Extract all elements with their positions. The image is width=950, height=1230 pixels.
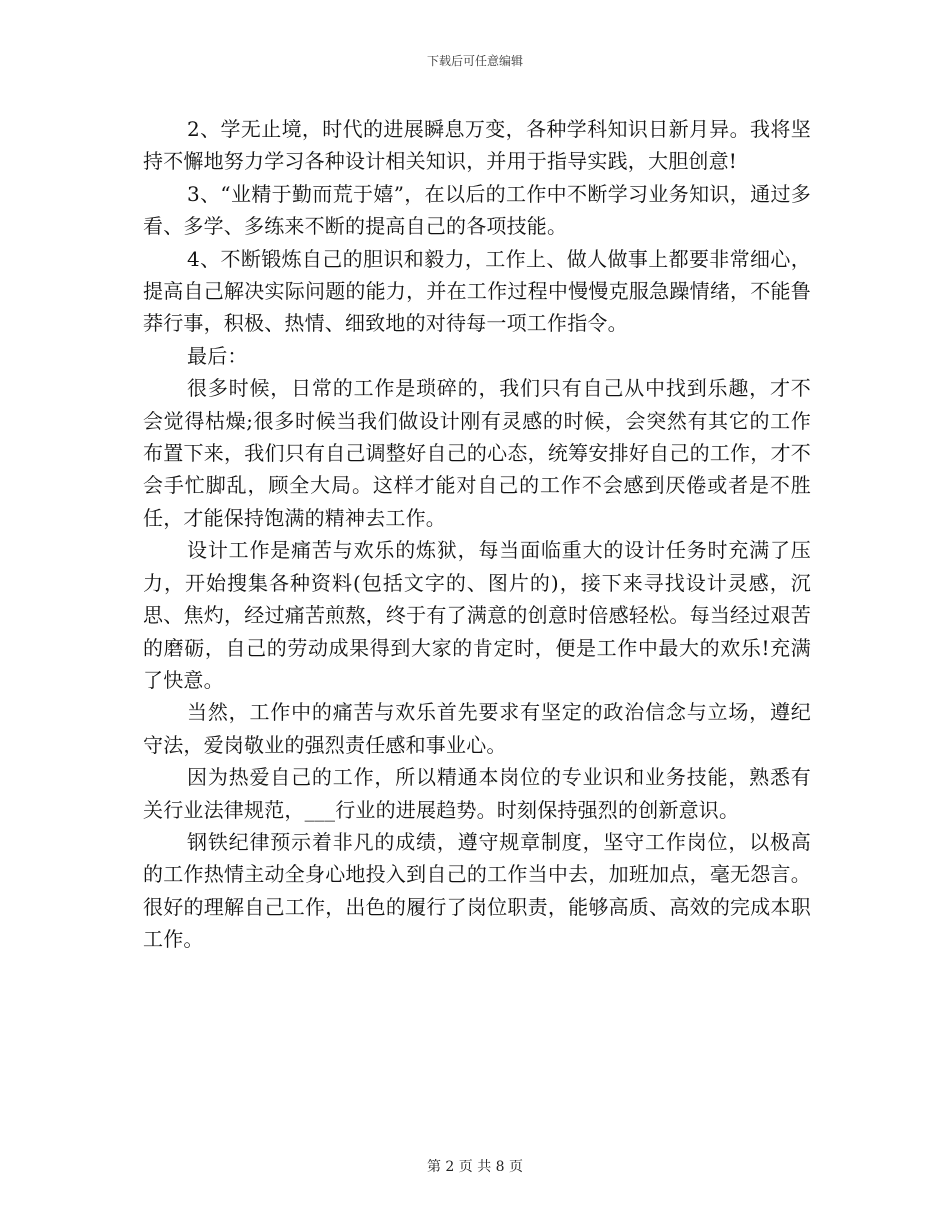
paragraph-item-3: 3、“业精于勤而荒于嬉”，在以后的工作中不断学习业务知识，通过多看、多学、多练来不断的提高自己的各项技能。 [143,181,811,239]
paragraph-discipline: 钢铁纪律预示着非凡的成绩，遵守规章制度，坚守工作岗位，以极高的工作热情主动全身心地投入到自己的工作当中去，加班加点，毫无怨言。很好的理解自己工作，出色的履行了岗位职责，能够高质、高效的完成本职工作。 [143,829,811,952]
paragraph-daily-work: 很多时候，日常的工作是琐碎的，我们只有自己从中找到乐趣，才不会觉得枯燥;很多时候当我们做设计刚有灵感的时候，会突然有其它的工作布置下来，我们只有自己调整好自己的心态，统筹安排好自己的工作，才不会手忙脚乱，顾全大局。这样才能对自己的工作不会感到厌倦或者是不胜任，才能保持饱满的精神去工作。 [143,376,811,530]
paragraph-love-work: 因为热爱自己的工作，所以精通本岗位的专业识和业务技能，熟悉有关行业法律规范，___行业的进展趋势。时刻保持强烈的创新意识。 [143,765,811,822]
paragraph-design-work: 设计工作是痛苦与欢乐的炼狱，每当面临重大的设计任务时充满了压力，开始搜集各种资料(包括文字的、图片的)，接下来寻找设计灵感，沉思、焦灼，经过痛苦煎熬，终于有了满意的创意时倍感轻松。每当经过艰苦的磨砺，自己的劳动成果得到大家的肯定时，便是工作中最大的欢乐!充满了快意。 [143,538,811,692]
page-header: 下载后可任意编辑 [426,54,523,68]
page-number: 第 2 页 共 8 页 [426,1159,524,1175]
paragraph-item-2: 2、学无止境，时代的进展瞬息万变，各种学科知识日新月异。我将坚持不懈地努力学习各种设计相关知识，并用于指导实践，大胆创意! [143,117,811,174]
paragraph-item-4: 4、不断锻炼自己的胆识和毅力，工作上、做人做事上都要非常细心，提高自己解决实际问题的能力，并在工作过程中慢慢克服急躁情绪，不能鲁莽行事，积极、热情、细致地的对待每一项工作指令。 [143,246,811,336]
paragraph-finally-heading: 最后： [187,343,248,368]
document-body [143,113,811,956]
paragraph-political-belief: 当然，工作中的痛苦与欢乐首先要求有坚定的政治信念与立场，遵纪守法，爱岗敬业的强烈责任感和事业心。 [143,700,811,757]
